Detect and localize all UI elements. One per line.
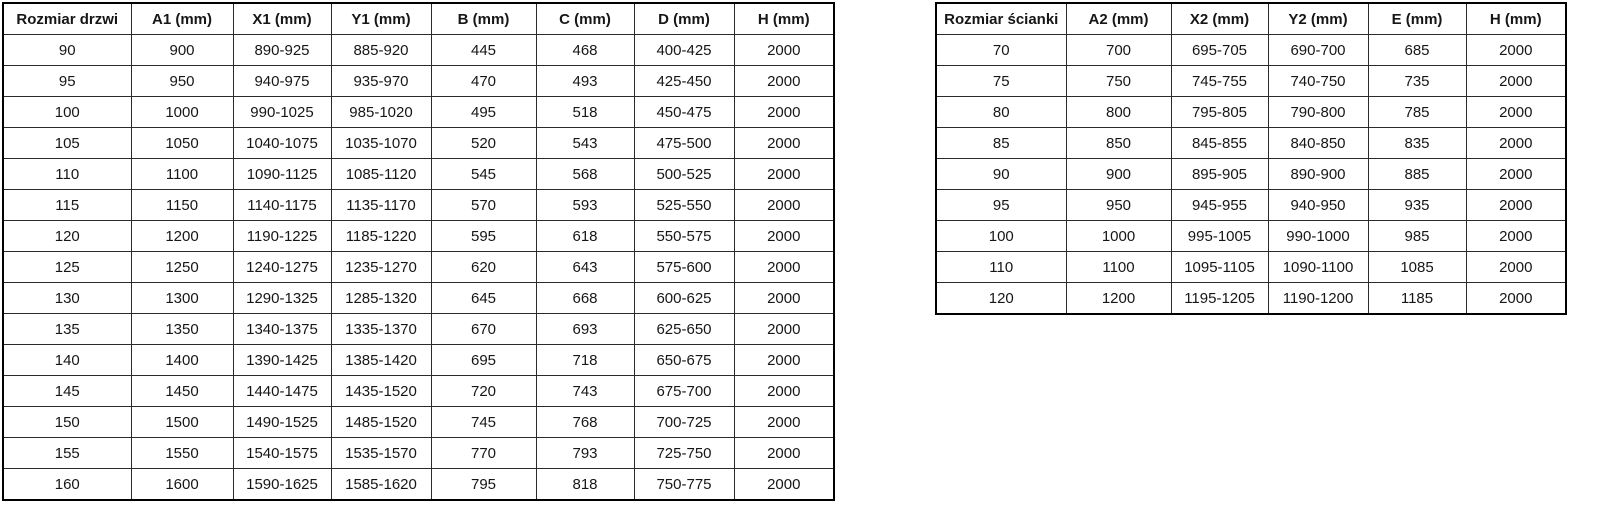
table-cell: 400-425 xyxy=(634,35,734,66)
table-row xyxy=(3,314,834,345)
table-cell: 1000 xyxy=(1066,221,1171,252)
table-cell: 618 xyxy=(536,221,634,252)
column-header: H (mm) xyxy=(734,3,834,35)
table-cell: 1535-1570 xyxy=(331,438,431,469)
table-cell: 100 xyxy=(936,221,1066,252)
column-header: Y2 (mm) xyxy=(1268,3,1368,35)
table-cell: 130 xyxy=(3,283,131,314)
table-row xyxy=(936,283,1566,315)
table-cell: 1585-1620 xyxy=(331,469,431,501)
table-cell: 1035-1070 xyxy=(331,128,431,159)
table-cell: 1190-1200 xyxy=(1268,283,1368,315)
table-cell: 140 xyxy=(3,345,131,376)
table-cell: 1085-1120 xyxy=(331,159,431,190)
table-row xyxy=(3,345,834,376)
table-cell: 1590-1625 xyxy=(233,469,331,501)
table-cell: 160 xyxy=(3,469,131,501)
table-cell: 1100 xyxy=(1066,252,1171,283)
table-cell: 1140-1175 xyxy=(233,190,331,221)
table-cell: 650-675 xyxy=(634,345,734,376)
table-cell: 570 xyxy=(431,190,536,221)
table-cell: 95 xyxy=(936,190,1066,221)
table-cell: 80 xyxy=(936,97,1066,128)
table-cell: 695 xyxy=(431,345,536,376)
table-cell: 2000 xyxy=(734,128,834,159)
table-cell: 2000 xyxy=(734,376,834,407)
table-cell: 940-975 xyxy=(233,66,331,97)
table-cell: 1095-1105 xyxy=(1171,252,1268,283)
column-header: B (mm) xyxy=(431,3,536,35)
table-cell: 695-705 xyxy=(1171,35,1268,66)
table-cell: 768 xyxy=(536,407,634,438)
table-cell: 1335-1370 xyxy=(331,314,431,345)
table-cell: 900 xyxy=(131,35,233,66)
table-cell: 75 xyxy=(936,66,1066,97)
table-cell: 1090-1100 xyxy=(1268,252,1368,283)
table-cell: 990-1000 xyxy=(1268,221,1368,252)
table-cell: 2000 xyxy=(1466,159,1566,190)
table-cell: 475-500 xyxy=(634,128,734,159)
table-cell: 690-700 xyxy=(1268,35,1368,66)
column-header: Y1 (mm) xyxy=(331,3,431,35)
table-cell: 520 xyxy=(431,128,536,159)
table-cell: 450-475 xyxy=(634,97,734,128)
table-cell: 593 xyxy=(536,190,634,221)
table-cell: 2000 xyxy=(734,469,834,501)
table-cell: 600-625 xyxy=(634,283,734,314)
table-cell: 2000 xyxy=(734,345,834,376)
table-cell: 675-700 xyxy=(634,376,734,407)
table-cell: 1195-1205 xyxy=(1171,283,1268,315)
table-cell: 543 xyxy=(536,128,634,159)
table-cell: 785 xyxy=(1368,97,1466,128)
table-cell: 985-1020 xyxy=(331,97,431,128)
table-cell: 145 xyxy=(3,376,131,407)
table-cell: 670 xyxy=(431,314,536,345)
table-row xyxy=(936,190,1566,221)
table-cell: 1090-1125 xyxy=(233,159,331,190)
column-header: C (mm) xyxy=(536,3,634,35)
table-cell: 150 xyxy=(3,407,131,438)
table-cell: 2000 xyxy=(734,283,834,314)
table-cell: 950 xyxy=(131,66,233,97)
table-cell: 1485-1520 xyxy=(331,407,431,438)
table-cell: 1240-1275 xyxy=(233,252,331,283)
table-cell: 120 xyxy=(936,283,1066,315)
table-cell: 800 xyxy=(1066,97,1171,128)
table-cell: 105 xyxy=(3,128,131,159)
table-cell: 135 xyxy=(3,314,131,345)
table-cell: 1300 xyxy=(131,283,233,314)
table-cell: 718 xyxy=(536,345,634,376)
table-cell: 110 xyxy=(3,159,131,190)
table-cell: 1100 xyxy=(131,159,233,190)
table-cell: 725-750 xyxy=(634,438,734,469)
table-cell: 470 xyxy=(431,66,536,97)
table-cell: 935 xyxy=(1368,190,1466,221)
column-header: A1 (mm) xyxy=(131,3,233,35)
table-cell: 120 xyxy=(3,221,131,252)
table-cell: 795-805 xyxy=(1171,97,1268,128)
table-cell: 1550 xyxy=(131,438,233,469)
table-cell: 445 xyxy=(431,35,536,66)
table-cell: 2000 xyxy=(734,35,834,66)
table-row xyxy=(936,97,1566,128)
table-cell: 2000 xyxy=(1466,190,1566,221)
table-row xyxy=(3,66,834,97)
table-cell: 1290-1325 xyxy=(233,283,331,314)
table-row xyxy=(3,159,834,190)
table-cell: 70 xyxy=(936,35,1066,66)
table-cell: 1440-1475 xyxy=(233,376,331,407)
table-cell: 495 xyxy=(431,97,536,128)
table-cell: 900 xyxy=(1066,159,1171,190)
table-cell: 1040-1075 xyxy=(233,128,331,159)
header-row xyxy=(3,3,834,35)
table-cell: 575-600 xyxy=(634,252,734,283)
table-cell: 793 xyxy=(536,438,634,469)
table-cell: 1185-1220 xyxy=(331,221,431,252)
table-cell: 1340-1375 xyxy=(233,314,331,345)
table-row xyxy=(3,221,834,252)
table-cell: 750 xyxy=(1066,66,1171,97)
table-cell: 2000 xyxy=(1466,66,1566,97)
table-cell: 115 xyxy=(3,190,131,221)
table-cell: 1200 xyxy=(1066,283,1171,315)
column-header: H (mm) xyxy=(1466,3,1566,35)
table-cell: 693 xyxy=(536,314,634,345)
table-cell: 2000 xyxy=(734,407,834,438)
table-row xyxy=(936,35,1566,66)
table-cell: 985 xyxy=(1368,221,1466,252)
table-cell: 940-950 xyxy=(1268,190,1368,221)
column-header: Rozmiar drzwi xyxy=(3,3,131,35)
table-cell: 2000 xyxy=(734,221,834,252)
table-cell: 595 xyxy=(431,221,536,252)
column-header: A2 (mm) xyxy=(1066,3,1171,35)
table-cell: 743 xyxy=(536,376,634,407)
table-cell: 1390-1425 xyxy=(233,345,331,376)
table-cell: 990-1025 xyxy=(233,97,331,128)
table-cell: 2000 xyxy=(734,97,834,128)
table-cell: 1085 xyxy=(1368,252,1466,283)
table-cell: 1600 xyxy=(131,469,233,501)
table-cell: 935-970 xyxy=(331,66,431,97)
table-cell: 720 xyxy=(431,376,536,407)
table-cell: 2000 xyxy=(1466,35,1566,66)
table-cell: 1350 xyxy=(131,314,233,345)
table-cell: 1000 xyxy=(131,97,233,128)
table-cell: 90 xyxy=(3,35,131,66)
table-cell: 2000 xyxy=(1466,283,1566,315)
table-cell: 2000 xyxy=(734,314,834,345)
table-cell: 2000 xyxy=(1466,128,1566,159)
column-header: X1 (mm) xyxy=(233,3,331,35)
table-cell: 493 xyxy=(536,66,634,97)
table-cell: 100 xyxy=(3,97,131,128)
table-cell: 155 xyxy=(3,438,131,469)
table-cell: 745-755 xyxy=(1171,66,1268,97)
table-cell: 685 xyxy=(1368,35,1466,66)
table-cell: 1190-1225 xyxy=(233,221,331,252)
table-cell: 2000 xyxy=(1466,97,1566,128)
table-row xyxy=(3,35,834,66)
table-cell: 700 xyxy=(1066,35,1171,66)
table-cell: 500-525 xyxy=(634,159,734,190)
table-cell: 840-850 xyxy=(1268,128,1368,159)
table-cell: 818 xyxy=(536,469,634,501)
column-header: E (mm) xyxy=(1368,3,1466,35)
table-cell: 1385-1420 xyxy=(331,345,431,376)
table-cell: 795 xyxy=(431,469,536,501)
table-cell: 625-650 xyxy=(634,314,734,345)
table-cell: 1450 xyxy=(131,376,233,407)
table-row xyxy=(3,376,834,407)
table-cell: 845-855 xyxy=(1171,128,1268,159)
table-cell: 890-925 xyxy=(233,35,331,66)
table-cell: 740-750 xyxy=(1268,66,1368,97)
table-row xyxy=(3,190,834,221)
table-cell: 885 xyxy=(1368,159,1466,190)
table-row xyxy=(3,407,834,438)
table-row xyxy=(936,66,1566,97)
table-cell: 1500 xyxy=(131,407,233,438)
table-cell: 425-450 xyxy=(634,66,734,97)
table-cell: 525-550 xyxy=(634,190,734,221)
table-cell: 1050 xyxy=(131,128,233,159)
column-header: D (mm) xyxy=(634,3,734,35)
table-cell: 620 xyxy=(431,252,536,283)
table-cell: 2000 xyxy=(734,438,834,469)
table-cell: 1490-1525 xyxy=(233,407,331,438)
table-cell: 945-955 xyxy=(1171,190,1268,221)
table-cell: 1285-1320 xyxy=(331,283,431,314)
table-cell: 1150 xyxy=(131,190,233,221)
table-cell: 995-1005 xyxy=(1171,221,1268,252)
table-cell: 85 xyxy=(936,128,1066,159)
table-cell: 95 xyxy=(3,66,131,97)
table-cell: 850 xyxy=(1066,128,1171,159)
table-cell: 2000 xyxy=(734,190,834,221)
table-cell: 125 xyxy=(3,252,131,283)
table-cell: 110 xyxy=(936,252,1066,283)
table-row xyxy=(3,252,834,283)
table-cell: 890-900 xyxy=(1268,159,1368,190)
table-row xyxy=(3,283,834,314)
table-cell: 468 xyxy=(536,35,634,66)
door-size-table xyxy=(2,2,835,501)
table-cell: 2000 xyxy=(734,252,834,283)
table-cell: 1185 xyxy=(1368,283,1466,315)
table-cell: 2000 xyxy=(1466,221,1566,252)
table-cell: 568 xyxy=(536,159,634,190)
table-row xyxy=(936,252,1566,283)
table-row xyxy=(936,128,1566,159)
table-row xyxy=(936,221,1566,252)
table-cell: 518 xyxy=(536,97,634,128)
table-cell: 1400 xyxy=(131,345,233,376)
table-cell: 745 xyxy=(431,407,536,438)
table-row xyxy=(936,159,1566,190)
table-row xyxy=(3,438,834,469)
table-cell: 735 xyxy=(1368,66,1466,97)
column-header: Rozmiar ścianki xyxy=(936,3,1066,35)
table-cell: 700-725 xyxy=(634,407,734,438)
column-header: X2 (mm) xyxy=(1171,3,1268,35)
table-cell: 950 xyxy=(1066,190,1171,221)
table-row xyxy=(3,128,834,159)
table-cell: 1435-1520 xyxy=(331,376,431,407)
table-cell: 545 xyxy=(431,159,536,190)
wall-size-table xyxy=(935,2,1567,315)
table-cell: 1135-1170 xyxy=(331,190,431,221)
header-row xyxy=(936,3,1566,35)
table-cell: 643 xyxy=(536,252,634,283)
table-cell: 1200 xyxy=(131,221,233,252)
table-cell: 1540-1575 xyxy=(233,438,331,469)
table-cell: 668 xyxy=(536,283,634,314)
table-cell: 835 xyxy=(1368,128,1466,159)
table-cell: 2000 xyxy=(734,159,834,190)
table-cell: 770 xyxy=(431,438,536,469)
table-cell: 790-800 xyxy=(1268,97,1368,128)
table-cell: 895-905 xyxy=(1171,159,1268,190)
table-cell: 1235-1270 xyxy=(331,252,431,283)
table-row xyxy=(3,469,834,501)
table-cell: 550-575 xyxy=(634,221,734,252)
table-cell: 1250 xyxy=(131,252,233,283)
table-cell: 90 xyxy=(936,159,1066,190)
table-cell: 2000 xyxy=(734,66,834,97)
table-row xyxy=(3,97,834,128)
table-cell: 885-920 xyxy=(331,35,431,66)
table-cell: 645 xyxy=(431,283,536,314)
table-cell: 2000 xyxy=(1466,252,1566,283)
table-cell: 750-775 xyxy=(634,469,734,501)
